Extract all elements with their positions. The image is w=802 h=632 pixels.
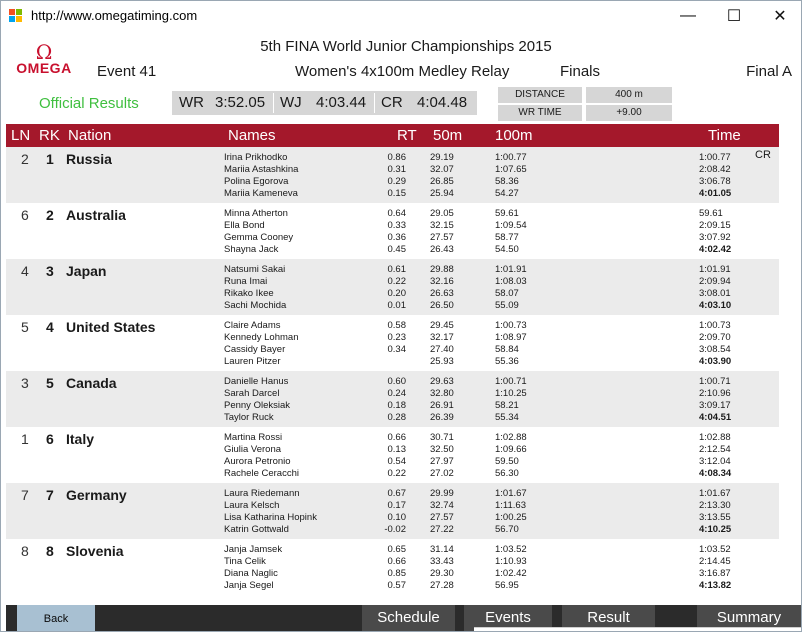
nation-name: Slovenia	[66, 543, 124, 559]
reaction-time: 0.61	[387, 264, 406, 275]
split-100m: 56.70	[495, 524, 519, 535]
lane-number: 7	[21, 487, 29, 503]
omega-logo	[13, 40, 75, 77]
reaction-time: 0.86	[387, 152, 406, 163]
record-label: CR	[381, 94, 403, 111]
split-100m: 1:00.25	[495, 512, 527, 523]
reaction-time: 0.24	[387, 388, 406, 399]
split-50m: 29.05	[430, 208, 454, 219]
cumulative-time: 2:08.42	[699, 164, 731, 175]
reaction-time: 0.34	[387, 344, 406, 355]
split-100m: 1:09.66	[495, 444, 527, 455]
split-100m: 55.09	[495, 300, 519, 311]
result-row	[6, 539, 779, 595]
swimmer-name: Natsumi Sakai	[224, 264, 286, 275]
col-rk: RK	[39, 127, 60, 144]
reaction-time: 0.15	[387, 188, 406, 199]
records-divider	[374, 93, 375, 113]
wr-time-value: +9.00	[586, 105, 672, 121]
split-50m: 27.02	[430, 468, 454, 479]
swimmer-name: Mariia Kameneva	[224, 188, 298, 199]
swimmer-name: Mariia Astashkina	[224, 164, 299, 175]
distance-value: 400 m	[586, 87, 672, 103]
schedule-button[interactable]: Schedule	[362, 605, 455, 632]
cumulative-time: 4:01.05	[699, 188, 732, 199]
cumulative-time: 3:09.17	[699, 400, 731, 411]
record-time: 4:04.48	[417, 94, 468, 111]
swimmer-line	[6, 264, 779, 276]
reaction-time: -0.02	[384, 524, 406, 535]
reaction-time: 0.64	[387, 208, 406, 219]
split-50m: 32.15	[430, 220, 454, 231]
nation-name: Russia	[66, 151, 112, 167]
swimmer-line	[6, 444, 779, 456]
split-50m: 27.57	[430, 512, 454, 523]
col-100m: 100m	[495, 127, 533, 144]
cumulative-time: 4:08.34	[699, 468, 732, 479]
championship-title: 5th FINA World Junior Championships 2015	[260, 38, 552, 55]
split-50m: 32.07	[430, 164, 454, 175]
split-100m: 58.07	[495, 288, 519, 299]
swimmer-name: Danielle Hanus	[224, 376, 289, 387]
final-label: Final A	[746, 63, 792, 80]
nation-name: Italy	[66, 431, 95, 447]
title-bar	[1, 1, 801, 31]
cumulative-time: 1:03.52	[699, 544, 731, 555]
rank: 4	[46, 319, 54, 335]
split-100m: 1:01.67	[495, 488, 527, 499]
reaction-time: 0.20	[387, 288, 406, 299]
col-ln: LN	[11, 127, 31, 144]
swimmer-name: Lisa Katharina Hopink	[224, 512, 317, 523]
cumulative-time: 1:01.91	[699, 264, 731, 275]
reaction-time: 0.67	[387, 488, 406, 499]
split-100m: 55.34	[495, 412, 519, 423]
split-50m: 33.43	[430, 556, 454, 567]
swimmer-line	[6, 456, 779, 468]
swimmer-line	[6, 400, 779, 412]
reaction-time: 0.58	[387, 320, 406, 331]
swimmer-name: Aurora Petronio	[224, 456, 291, 467]
swimmer-name: Ella Bond	[224, 220, 265, 231]
reaction-time: 0.28	[387, 412, 406, 423]
swimmer-line	[6, 544, 779, 556]
split-100m: 1:10.93	[495, 556, 527, 567]
swimmer-line	[6, 300, 779, 312]
split-100m: 59.61	[495, 208, 519, 219]
cumulative-time: 3:06.78	[699, 176, 731, 187]
swimmer-line	[6, 432, 779, 444]
records-bar	[172, 91, 477, 115]
reaction-time: 0.60	[387, 376, 406, 387]
swimmer-name: Sarah Darcel	[224, 388, 280, 399]
split-50m: 26.85	[430, 176, 454, 187]
swimmer-line	[6, 164, 779, 176]
rank: 7	[46, 487, 54, 503]
swimmer-name: Laura Kelsch	[224, 500, 280, 511]
split-100m: 54.27	[495, 188, 519, 199]
split-50m: 29.19	[430, 152, 454, 163]
nation-name: Canada	[66, 375, 117, 391]
cumulative-time: 3:13.55	[699, 512, 731, 523]
record-label: WR	[179, 94, 204, 111]
reaction-time: 0.10	[387, 512, 406, 523]
reaction-time: 0.45	[387, 244, 406, 255]
cumulative-time: 3:07.92	[699, 232, 731, 243]
reaction-time: 0.66	[387, 432, 406, 443]
minimize-button[interactable]: —	[680, 7, 696, 24]
cumulative-time: 2:12.54	[699, 444, 731, 455]
app-icon	[9, 9, 23, 23]
swimmer-line	[6, 356, 779, 368]
swimmer-line	[6, 332, 779, 344]
phase-label: Finals	[560, 63, 601, 80]
split-50m: 29.63	[430, 376, 454, 387]
swimmer-name: Laura Riedemann	[224, 488, 300, 499]
reaction-time: 0.22	[387, 276, 406, 287]
split-100m: 1:08.03	[495, 276, 527, 287]
window-url: http://www.omegatiming.com	[31, 8, 198, 23]
swimmer-name: Kennedy Lohman	[224, 332, 299, 343]
split-50m: 32.50	[430, 444, 454, 455]
rank: 8	[46, 543, 54, 559]
result-row	[6, 371, 779, 427]
cumulative-time: 1:00.73	[699, 320, 731, 331]
split-100m: 1:02.42	[495, 568, 527, 579]
col-names: Names	[228, 127, 276, 144]
split-100m: 1:00.71	[495, 376, 527, 387]
split-100m: 1:10.25	[495, 388, 527, 399]
cumulative-time: 59.61	[699, 208, 723, 219]
close-button[interactable]: ✕	[773, 8, 787, 25]
swimmer-name: Rikako Ikee	[224, 288, 274, 299]
swimmer-name: Penny Oleksiak	[224, 400, 291, 411]
swimmer-line	[6, 276, 779, 288]
swimmer-name: Cassidy Bayer	[224, 344, 286, 355]
lane-number: 2	[21, 151, 29, 167]
result-row	[6, 427, 779, 483]
split-50m: 26.91	[430, 400, 454, 411]
split-50m: 27.28	[430, 580, 454, 591]
race-title: Women's 4x100m Medley Relay	[295, 63, 510, 80]
wr-time-label: WR TIME	[498, 105, 582, 121]
split-50m: 26.63	[430, 288, 454, 299]
cumulative-time: 4:02.42	[699, 244, 732, 255]
cumulative-time: 2:14.45	[699, 556, 731, 567]
split-50m: 31.14	[430, 544, 454, 555]
swimmer-line	[6, 568, 779, 580]
rank: 5	[46, 375, 54, 391]
split-50m: 32.80	[430, 388, 454, 399]
rank: 1	[46, 151, 54, 167]
split-50m: 29.88	[430, 264, 454, 275]
record-label: WJ	[280, 94, 302, 111]
omega-icon: Ω	[35, 40, 53, 64]
swimmer-name: Rachele Ceracchi	[224, 468, 299, 479]
swimmer-name: Polina Egorova	[224, 176, 289, 187]
split-50m: 27.57	[430, 232, 454, 243]
cumulative-time: 2:10.96	[699, 388, 731, 399]
split-100m: 59.50	[495, 456, 519, 467]
nation-name: Germany	[66, 487, 127, 503]
split-50m: 27.97	[430, 456, 454, 467]
cumulative-time: 2:13.30	[699, 500, 731, 511]
swimmer-line	[6, 524, 779, 536]
split-100m: 1:11.63	[495, 500, 526, 511]
cumulative-time: 4:13.82	[699, 580, 732, 591]
result-row	[6, 203, 779, 259]
cumulative-time: 4:10.25	[699, 524, 732, 535]
reaction-time: 0.29	[387, 176, 406, 187]
col-nation: Nation	[68, 127, 112, 144]
overlapping-window-edge	[474, 627, 802, 632]
split-50m: 26.43	[430, 244, 454, 255]
reaction-time: 0.66	[387, 556, 406, 567]
swimmer-line	[6, 208, 779, 220]
cumulative-time: 3:12.04	[699, 456, 731, 467]
swimmer-line	[6, 152, 779, 164]
nation-name: Japan	[66, 263, 107, 279]
cumulative-time: 2:09.70	[699, 332, 731, 343]
swimmer-name: Gemma Cooney	[224, 232, 294, 243]
reaction-time: 0.23	[387, 332, 406, 343]
split-50m: 32.17	[430, 332, 454, 343]
result-row	[6, 483, 779, 539]
swimmer-name: Janja Jamsek	[224, 544, 283, 555]
split-100m: 1:07.65	[495, 164, 527, 175]
result-row	[6, 147, 779, 203]
swimmer-name: Taylor Ruck	[224, 412, 274, 423]
reaction-time: 0.17	[387, 500, 406, 511]
lane-number: 4	[21, 263, 29, 279]
lane-number: 6	[21, 207, 29, 223]
split-100m: 1:09.54	[495, 220, 527, 231]
split-100m: 58.84	[495, 344, 519, 355]
nation-name: Australia	[66, 207, 126, 223]
swimmer-name: Tina Celik	[224, 556, 266, 567]
swimmer-name: Giulia Verona	[224, 444, 282, 455]
col-50m: 50m	[433, 127, 463, 144]
split-50m: 26.39	[430, 412, 454, 423]
reaction-time: 0.57	[387, 580, 406, 591]
reaction-time: 0.36	[387, 232, 406, 243]
split-100m: 1:03.52	[495, 544, 527, 555]
swimmer-line	[6, 232, 779, 244]
lane-number: 1	[21, 431, 29, 447]
swimmer-name: Shayna Jack	[224, 244, 279, 255]
split-50m: 29.99	[430, 488, 454, 499]
split-50m: 29.45	[430, 320, 454, 331]
omega-wordmark: OMEGA	[16, 60, 72, 76]
result-row	[6, 315, 779, 371]
swimmer-line	[6, 288, 779, 300]
cumulative-time: 4:03.90	[699, 356, 732, 367]
reaction-time: 0.13	[387, 444, 406, 455]
swimmer-name: Diana Naglic	[224, 568, 278, 579]
swimmer-line	[6, 468, 779, 480]
record-time: 3:52.05	[215, 94, 266, 111]
official-results-label: Official Results	[39, 95, 139, 112]
cumulative-time: 2:09.94	[699, 276, 731, 287]
cumulative-time: 1:00.71	[699, 376, 731, 387]
reaction-time: 0.85	[387, 568, 406, 579]
swimmer-name: Claire Adams	[224, 320, 281, 331]
split-50m: 25.93	[430, 356, 454, 367]
reaction-time: 0.22	[387, 468, 406, 479]
swimmer-line	[6, 412, 779, 424]
swimmer-line	[6, 188, 779, 200]
summary-button[interactable]: Summary	[697, 605, 801, 632]
split-100m: 58.36	[495, 176, 519, 187]
swimmer-name: Martina Rossi	[224, 432, 283, 443]
cumulative-time: 3:08.01	[699, 288, 731, 299]
swimmer-line	[6, 388, 779, 400]
swimmer-name: Janja Segel	[224, 580, 274, 591]
cumulative-time: 4:04.51	[699, 412, 732, 423]
cumulative-time: 3:08.54	[699, 344, 731, 355]
swimmer-name: Irina Prikhodko	[224, 152, 288, 163]
cumulative-time: 1:00.77	[699, 152, 731, 163]
back-button[interactable]: Back	[17, 605, 95, 632]
results-table-header	[6, 124, 779, 147]
swimmer-line	[6, 376, 779, 388]
swimmer-name: Lauren Pitzer	[224, 356, 281, 367]
split-50m: 27.40	[430, 344, 454, 355]
nation-name: United States	[66, 319, 156, 335]
split-100m: 58.77	[495, 232, 519, 243]
reaction-time: 0.31	[387, 164, 406, 175]
split-100m: 58.21	[495, 400, 519, 411]
swimmer-line	[6, 500, 779, 512]
swimmer-line	[6, 344, 779, 356]
reaction-time: 0.33	[387, 220, 406, 231]
swimmer-line	[6, 488, 779, 500]
reaction-time: 0.01	[387, 300, 406, 311]
result-button[interactable]: Result	[562, 605, 655, 632]
swimmer-name: Runa Imai	[224, 276, 268, 287]
distance-label: DISTANCE	[498, 87, 582, 103]
split-100m: 55.36	[495, 356, 519, 367]
split-50m: 25.94	[430, 188, 454, 199]
col-time: Time	[708, 127, 741, 144]
swimmer-name: Katrin Gottwald	[224, 524, 289, 535]
result-row	[6, 259, 779, 315]
swimmer-line	[6, 580, 779, 592]
split-100m: 1:01.91	[495, 264, 527, 275]
split-100m: 1:00.73	[495, 320, 527, 331]
split-100m: 54.50	[495, 244, 519, 255]
split-100m: 1:00.77	[495, 152, 527, 163]
split-50m: 30.71	[430, 432, 454, 443]
split-100m: 56.95	[495, 580, 519, 591]
reaction-time: 0.65	[387, 544, 406, 555]
cumulative-time: 4:03.10	[699, 300, 732, 311]
events-button[interactable]: Events	[464, 605, 552, 632]
swimmer-name: Minna Atherton	[224, 208, 288, 219]
col-rt: RT	[397, 127, 417, 144]
rank: 6	[46, 431, 54, 447]
cumulative-time: 2:09.15	[699, 220, 731, 231]
swimmer-line	[6, 244, 779, 256]
lane-number: 3	[21, 375, 29, 391]
split-50m: 32.16	[430, 276, 454, 287]
split-100m: 56.30	[495, 468, 519, 479]
swimmer-line	[6, 556, 779, 568]
rank: 3	[46, 263, 54, 279]
swimmer-line	[6, 220, 779, 232]
split-100m: 1:08.97	[495, 332, 527, 343]
event-number: Event 41	[97, 63, 157, 80]
split-50m: 27.22	[430, 524, 454, 535]
split-50m: 26.50	[430, 300, 454, 311]
cumulative-time: 1:01.67	[699, 488, 731, 499]
rank: 2	[46, 207, 54, 223]
swimmer-name: Sachi Mochida	[224, 300, 287, 311]
split-100m: 1:02.88	[495, 432, 527, 443]
reaction-time: 0.54	[387, 456, 406, 467]
swimmer-line	[6, 320, 779, 332]
lane-number: 8	[21, 543, 29, 559]
split-50m: 29.30	[430, 568, 454, 579]
cumulative-time: 3:16.87	[699, 568, 731, 579]
lane-number: 5	[21, 319, 29, 335]
cumulative-time: 1:02.88	[699, 432, 731, 443]
swimmer-line	[6, 512, 779, 524]
record-badge: CR	[755, 149, 771, 161]
record-time: 4:03.44	[316, 94, 367, 111]
swimmer-line	[6, 176, 779, 188]
split-50m: 32.74	[430, 500, 454, 511]
reaction-time: 0.18	[387, 400, 406, 411]
maximize-button[interactable]: ☐	[726, 8, 742, 25]
records-divider	[273, 93, 274, 113]
